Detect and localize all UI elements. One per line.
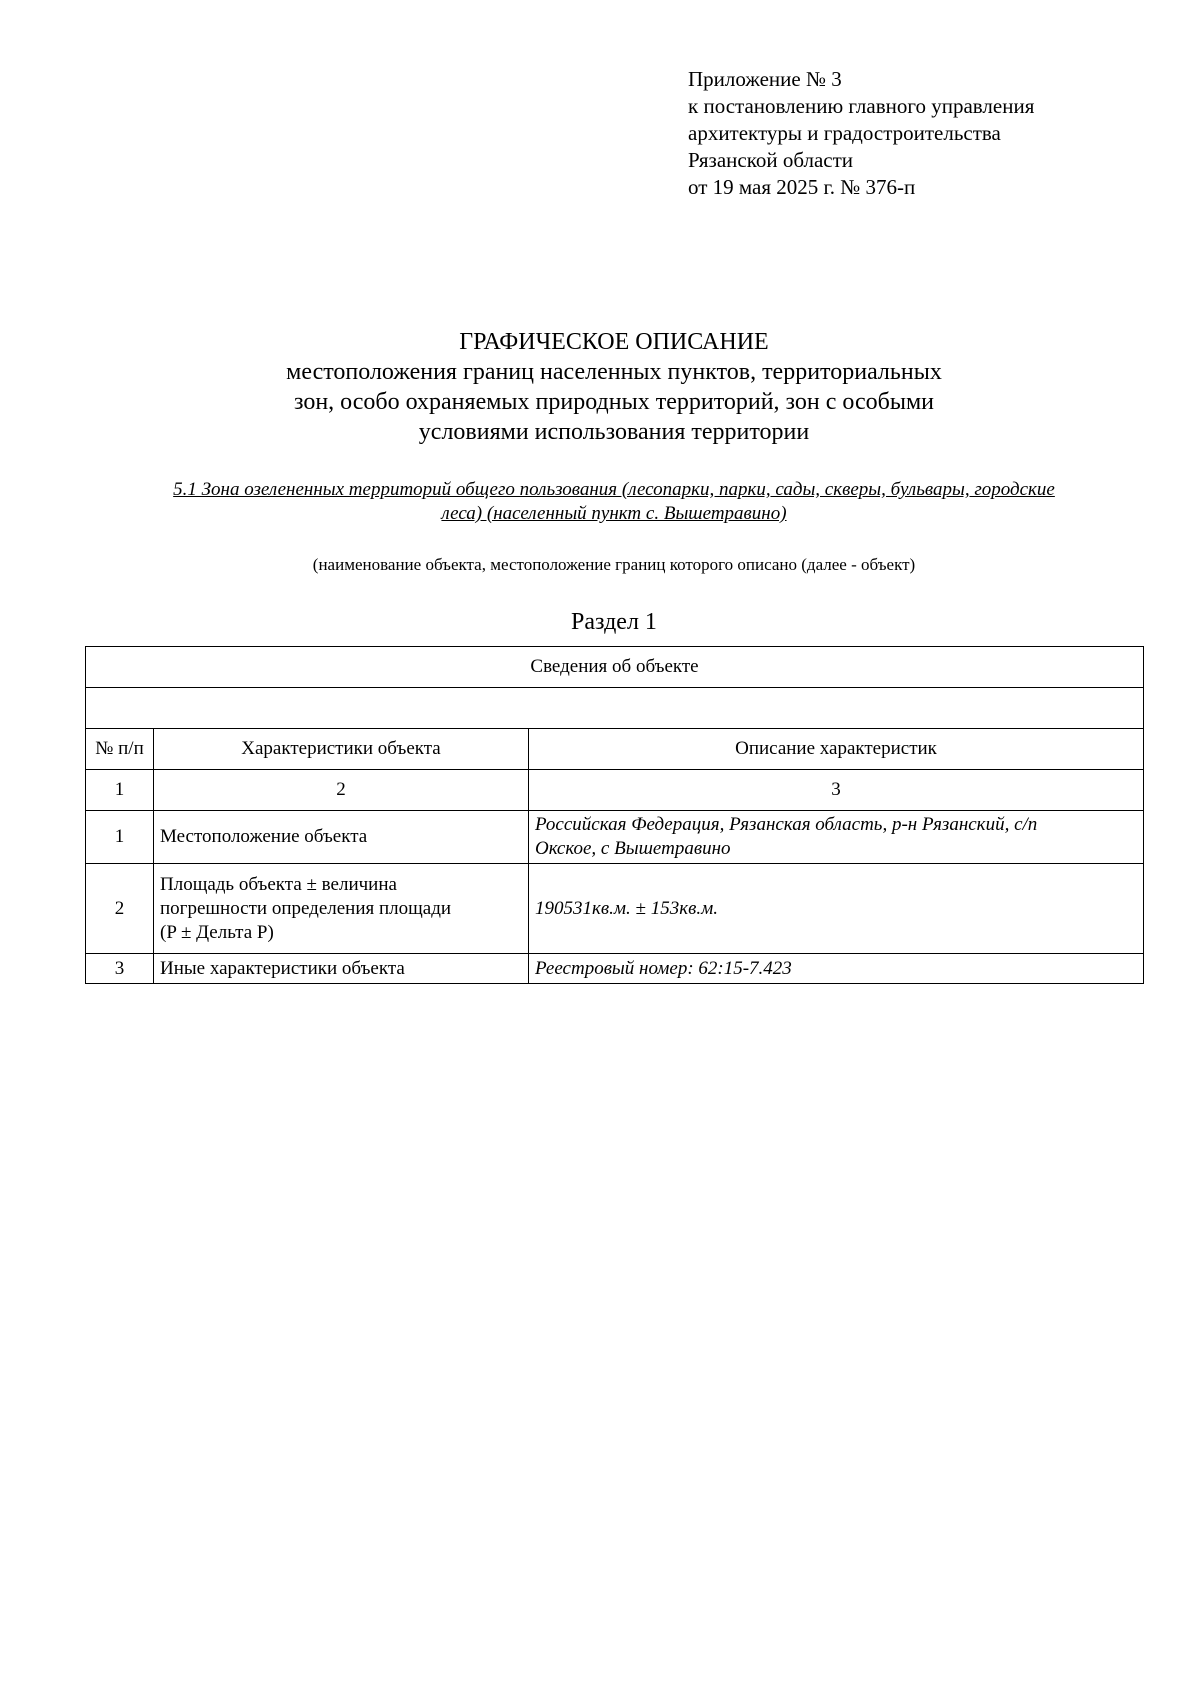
row-characteristic: Местоположение объекта bbox=[154, 811, 529, 864]
row-number: 1 bbox=[86, 811, 154, 864]
table-caption-row bbox=[86, 647, 1144, 688]
header-cell-number: № п/п bbox=[86, 729, 154, 770]
appendix-line: архитектуры и градостроительства bbox=[688, 121, 1001, 145]
object-caption: (наименование объекта, местоположение границ которого описано (далее - объект) bbox=[312, 555, 916, 574]
column-number-cell: 2 bbox=[154, 770, 529, 811]
header-cell-description: Описание характеристик bbox=[529, 729, 1144, 770]
object-name bbox=[85, 478, 1143, 526]
row-description: 190531кв.м. ± 153кв.м. bbox=[529, 864, 1144, 954]
row-description: Реестровый номер: 62:15-7.423 bbox=[529, 954, 1144, 984]
table-empty-row bbox=[86, 688, 1144, 729]
row-characteristic-line: погрешности определения площади bbox=[160, 897, 452, 919]
table-row bbox=[86, 864, 1144, 954]
object-name-line: леса) (населенный пункт с. Вышетравино) bbox=[441, 503, 787, 524]
appendix-line: к постановлению главного управления bbox=[688, 94, 1035, 118]
table-column-numbers-row bbox=[86, 770, 1144, 811]
appendix-block bbox=[688, 66, 1034, 201]
empty-cell bbox=[86, 688, 1144, 729]
row-characteristic: Иные характеристики объекта bbox=[154, 954, 529, 984]
row-number: 3 bbox=[86, 954, 154, 984]
table-header-row bbox=[86, 729, 1144, 770]
table-row bbox=[86, 954, 1144, 984]
appendix-line: от 19 мая 2025 г. № 376-п bbox=[688, 175, 916, 199]
title-line: зон, особо охраняемых природных территорий, зон с особыми bbox=[293, 389, 935, 415]
appendix-line: Приложение № 3 bbox=[688, 67, 842, 91]
header-cell-characteristic: Характеристики объекта bbox=[154, 729, 529, 770]
table-row bbox=[86, 811, 1144, 864]
document-title bbox=[0, 327, 1200, 447]
row-description bbox=[529, 811, 1144, 864]
section-title: Раздел 1 bbox=[571, 609, 657, 635]
row-characteristic-line: Площадь объекта ± величина bbox=[160, 873, 397, 895]
table-caption: Сведения об объекте bbox=[86, 647, 1144, 688]
title-line: условиями использования территории bbox=[418, 419, 810, 445]
column-number-cell: 3 bbox=[529, 770, 1144, 811]
column-number-cell: 1 bbox=[86, 770, 154, 811]
row-description-line: Российская Федерация, Рязанская область, р-н Рязанский, с/п bbox=[535, 814, 1038, 835]
title-line: местоположения границ населенных пунктов, территориальных bbox=[286, 359, 942, 385]
object-info-table bbox=[85, 646, 1144, 984]
row-description-line: Окское, с Вышетравино bbox=[535, 838, 731, 859]
row-number: 2 bbox=[86, 864, 154, 954]
object-name-line: 5.1 Зона озелененных территорий общего пользования (лесопарки, парки, сады, скверы, бульвары, городские bbox=[173, 479, 1055, 500]
appendix-line: Рязанской области bbox=[688, 148, 854, 172]
row-characteristic bbox=[154, 864, 529, 954]
row-characteristic-line: (P ± Дельта P) bbox=[160, 921, 274, 943]
title-heading: ГРАФИЧЕСКОЕ ОПИСАНИЕ bbox=[459, 329, 769, 355]
